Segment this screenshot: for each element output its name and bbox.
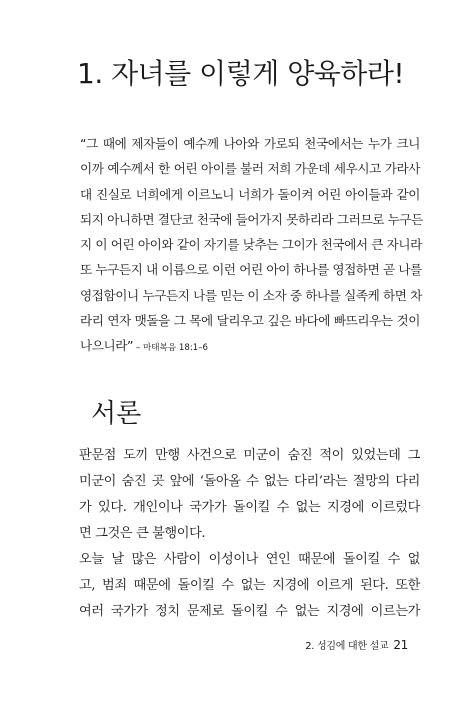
body-line: 미군이 숨진 곳 앞에 ‘돌아올 수 없는 다리’라는 절망의 다리 [79,474,420,489]
section-title: 서론 [91,399,142,429]
quote-line: 되지 아니하면 결단코 천국에 들어가지 못하리라 그러므로 누구든 [80,211,423,227]
quote-line: 이까 예수께서 한 어린 아이를 불러 저희 가운데 세우시고 가라사 [80,161,420,177]
quote-citation: – 마태복음 18:1–6 [133,343,208,354]
quote-line: 또 누구든지 내 이름으로 이런 어린 아이 하나를 영접하면 곧 나를 [80,262,422,278]
quote-line: 대 진실로 너희에게 이르노니 너희가 돌이켜 어린 아이들과 같이 [80,186,420,202]
body-line: 면 그것은 큰 불행이다. [79,526,206,541]
quote-line: 나으니라” [80,338,134,354]
body-line: 고, 범죄 때문에 돌이킬 수 없는 지경에 이르게 된다. 또한 [79,578,420,593]
chapter-title: 1. 자녀를 이렇게 양육하라! [77,57,405,90]
body-text [79,443,420,625]
quote-line: 지 이 어린 아이와 같이 자기를 낮추는 그이가 천국에서 큰 자니라 [80,237,422,253]
quote-line: 라리 연자 맷돌을 그 목에 달리우고 깊은 바다에 빠뜨리우는 것이 [80,313,420,329]
body-line: 가 있다. 개인이나 국가가 돌이킬 수 없는 지경에 이르렀다 [79,500,420,515]
quote-line: “그 때에 제자들이 예수께 나아와 가로되 천국에서는 누가 크니 [80,136,420,151]
scripture-quote [80,131,423,362]
running-head: 2. 성김에 대한 설교 [305,641,389,652]
quote-last-line [80,333,420,361]
body-line: 판문점 도끼 만행 사건으로 미군이 숨진 적이 있었는데 그 [79,448,420,463]
page-number: 21 [393,638,408,652]
body-line: 여러 국가가 정치 문제로 돌이킬 수 없는 지경에 이르는가 [79,604,420,619]
body-line: 오늘 날 많은 사람이 이성이나 연인 때문에 돌이킬 수 없 [79,552,420,567]
page-footer [305,637,408,652]
quote-line: 영접함이니 누구든지 나를 믿는 이 소자 중 하나를 실족케 하면 차 [80,287,422,303]
